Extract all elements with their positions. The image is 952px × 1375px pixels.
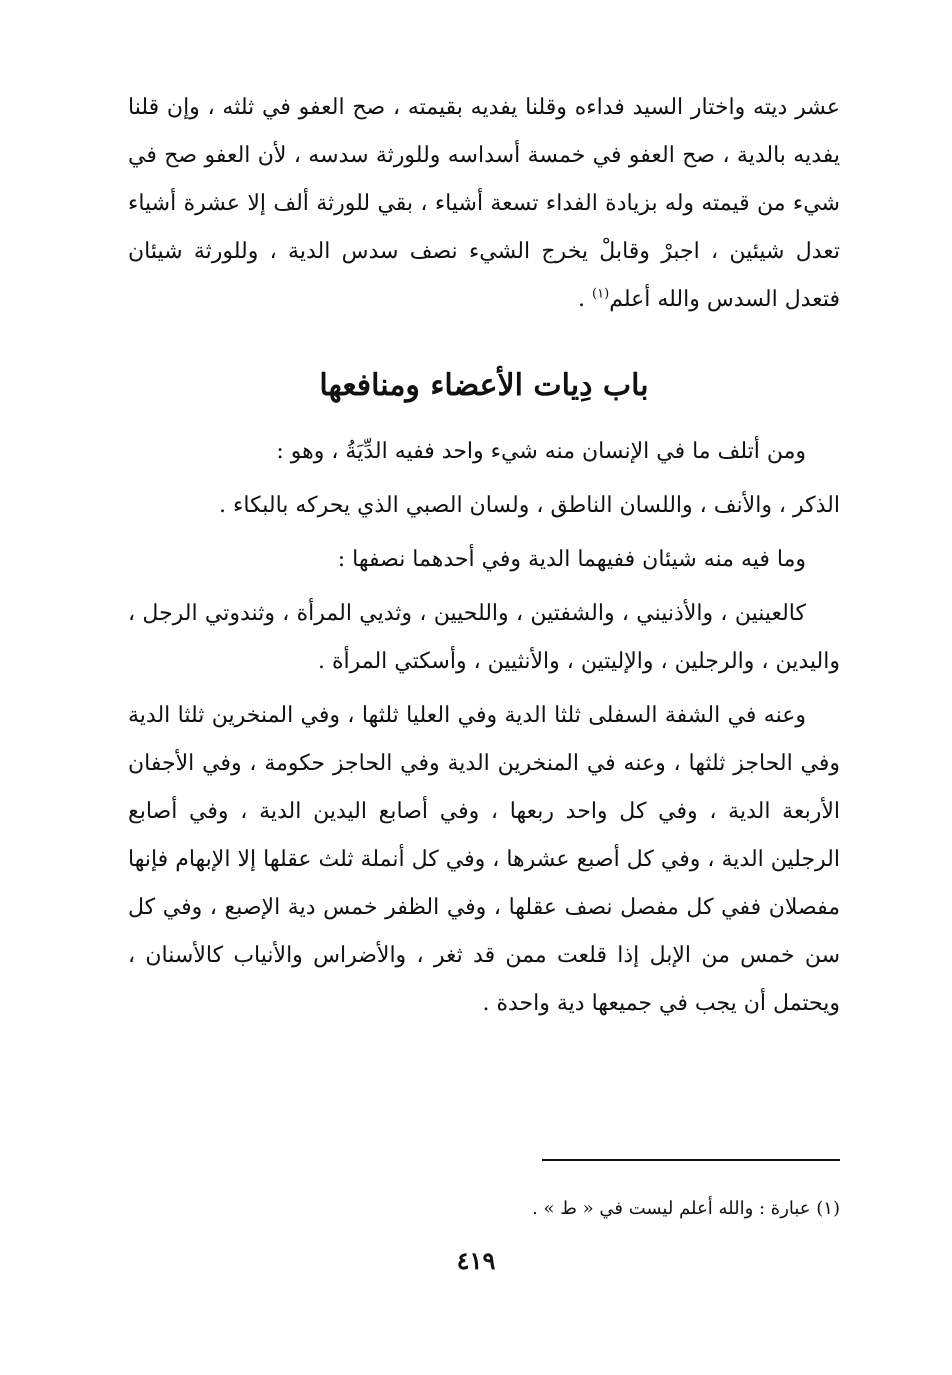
footnote-reference: (١) [592,286,610,302]
intro-paragraph [128,84,840,324]
paragraph: الذكر ، والأنف ، واللسان الناطق ، ولسان الصبي الذي يحركه بالبكاء . [219,493,840,518]
paragraph: ومن أتلف ما في الإنسان منه شيء واحد ففيه الدِّيَةُ ، وهو : [276,439,806,464]
footnote: (١) عبارة : والله أعلم ليست في « ط » . [532,1198,840,1219]
paragraph: وما فيه منه شيئان ففيهما الدية وفي أحدهما نصفها : [337,547,806,572]
intro-text: عشر ديته واختار السيد فداءه وقلنا يفديه بقيمته ، صح العفو في ثلثه ، وإن قلنا يفديه بالدية ، صح العفو في خمسة أسداسه وللورثة سدسه ، لأن العفو صح في شيء من قيمته وله بزيادة الفداء تسعة أشياء ، بقي للورثة ألف إلا عشرة أشياء تعدل شيئين ، اجبرْ وقابلْ يخرج الشيء نصف سدس الدية ، وللورثة شيئان فتعدل السدس والله أعلم [128,95,840,312]
paragraph: كالعينين ، والأذنيني ، والشفتين ، واللحيين ، وثديي المرأة ، وثندوتي الرجل ، واليدين ، والرجلين ، والإليتين ، والأنثيين ، وأسكتي المرأة . [128,601,840,674]
page-body [128,84,840,1028]
intro-end: . [578,287,593,312]
paragraph: وعنه في الشفة السفلى ثلثا الدية وفي العليا ثلثها ، وفي المنخرين ثلثا الدية وفي الحاجز ثلثها ، وعنه في المنخرين الدية وفي الحاجز حكومة ، وفي الأجفان الأربعة الدية ، وفي كل واحد ربعها ، وفي أصابع اليدين الدية ، وفي أصابع الرجلين الدية ، وفي كل أصبع عشرها ، وفي كل أنملة ثلث عقلها إلا الإبهام فإنها مفصلان ففي كل مفصل نصف عقلها ، وفي الظفر خمس دية الإصبع ، وفي كل سن خمس من الإبل إذا قلعت ممن قد ثغر ، والأضراس والأنياب كالأسنان ، ويحتمل أن يجب في جميعها دية واحدة . [128,703,840,1016]
footnote-divider [542,1159,840,1161]
section-title: باب دِيات الأعضاء ومنافعها [319,368,649,403]
page-number: ٤١٩ [456,1246,496,1275]
